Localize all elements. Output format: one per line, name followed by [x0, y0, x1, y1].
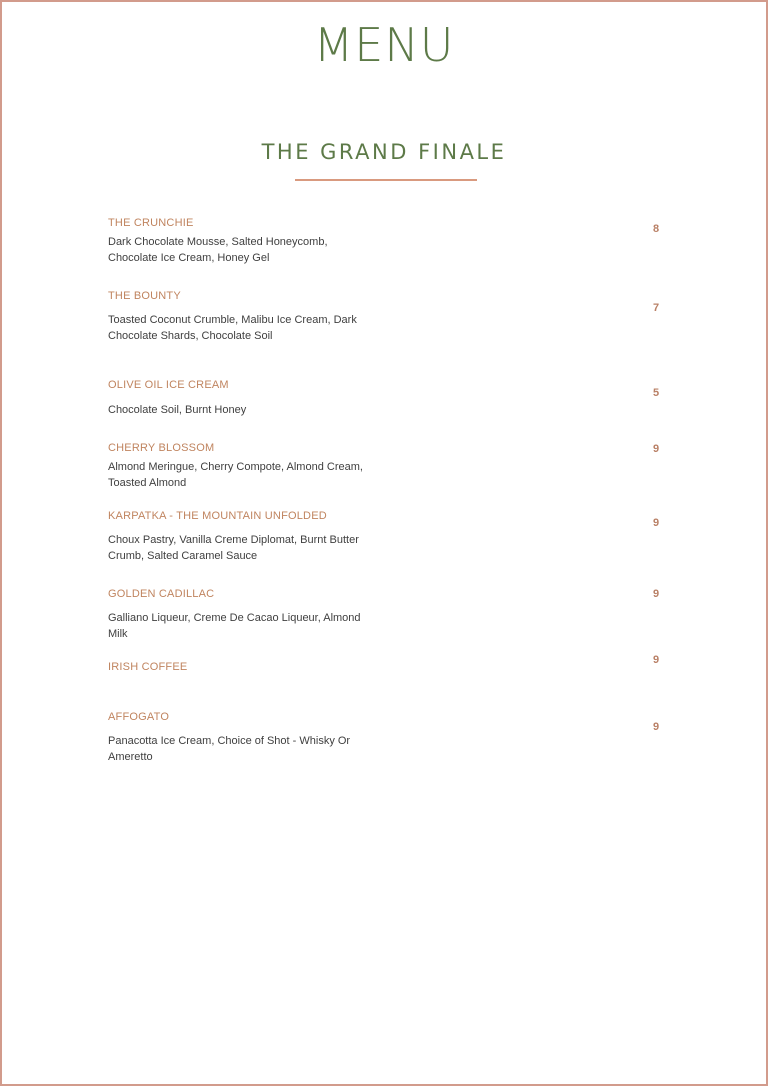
- menu-item-price: 9: [653, 517, 660, 529]
- menu-item-name: OLIVE OIL ICE CREAM: [108, 379, 229, 391]
- menu-item-price: 9: [653, 588, 660, 600]
- menu-item-name: THE CRUNCHIE: [108, 217, 194, 229]
- menu-item-name: THE BOUNTY: [108, 290, 181, 302]
- menu-item-description: Toasted Coconut Crumble, Malibu Ice Cream, Dark Chocolate Shards, Chocolate Soil: [108, 314, 357, 342]
- menu-item-name: AFFOGATO: [108, 711, 170, 723]
- menu-item-name: IRISH COFFEE: [108, 661, 188, 673]
- menu-item-price: 7: [653, 302, 660, 314]
- menu-item-price: 9: [653, 721, 660, 733]
- menu-item-description: Almond Meringue, Cherry Compote, Almond Cream, Toasted Almond: [108, 461, 363, 489]
- section-divider: [295, 179, 477, 181]
- menu-item-description: Choux Pastry, Vanilla Creme Diplomat, Burnt Butter Crumb, Salted Caramel Sauce: [108, 534, 359, 562]
- menu-item-description: Chocolate Soil, Burnt Honey: [108, 404, 247, 416]
- menu-item-price: 9: [653, 443, 660, 455]
- menu-item-price: 9: [653, 654, 660, 666]
- section-title: THE GRAND FINALE: [261, 140, 507, 164]
- menu-item-description: Dark Chocolate Mousse, Salted Honeycomb, Chocolate Ice Cream, Honey Gel: [108, 236, 328, 264]
- menu-item-name: CHERRY BLOSSOM: [108, 442, 215, 454]
- menu-title: MENU: [313, 18, 455, 72]
- menu-item-price: 8: [653, 223, 660, 235]
- menu-item-name: KARPATKA - THE MOUNTAIN UNFOLDED: [108, 510, 327, 522]
- menu-item-name: GOLDEN CADILLAC: [108, 588, 215, 600]
- menu-item-description: Panacotta Ice Cream, Choice of Shot - Whisky Or Ameretto: [108, 735, 351, 763]
- menu-item-price: 5: [653, 387, 660, 399]
- menu-item-description: Galliano Liqueur, Creme De Cacao Liqueur, Almond Milk: [108, 612, 361, 640]
